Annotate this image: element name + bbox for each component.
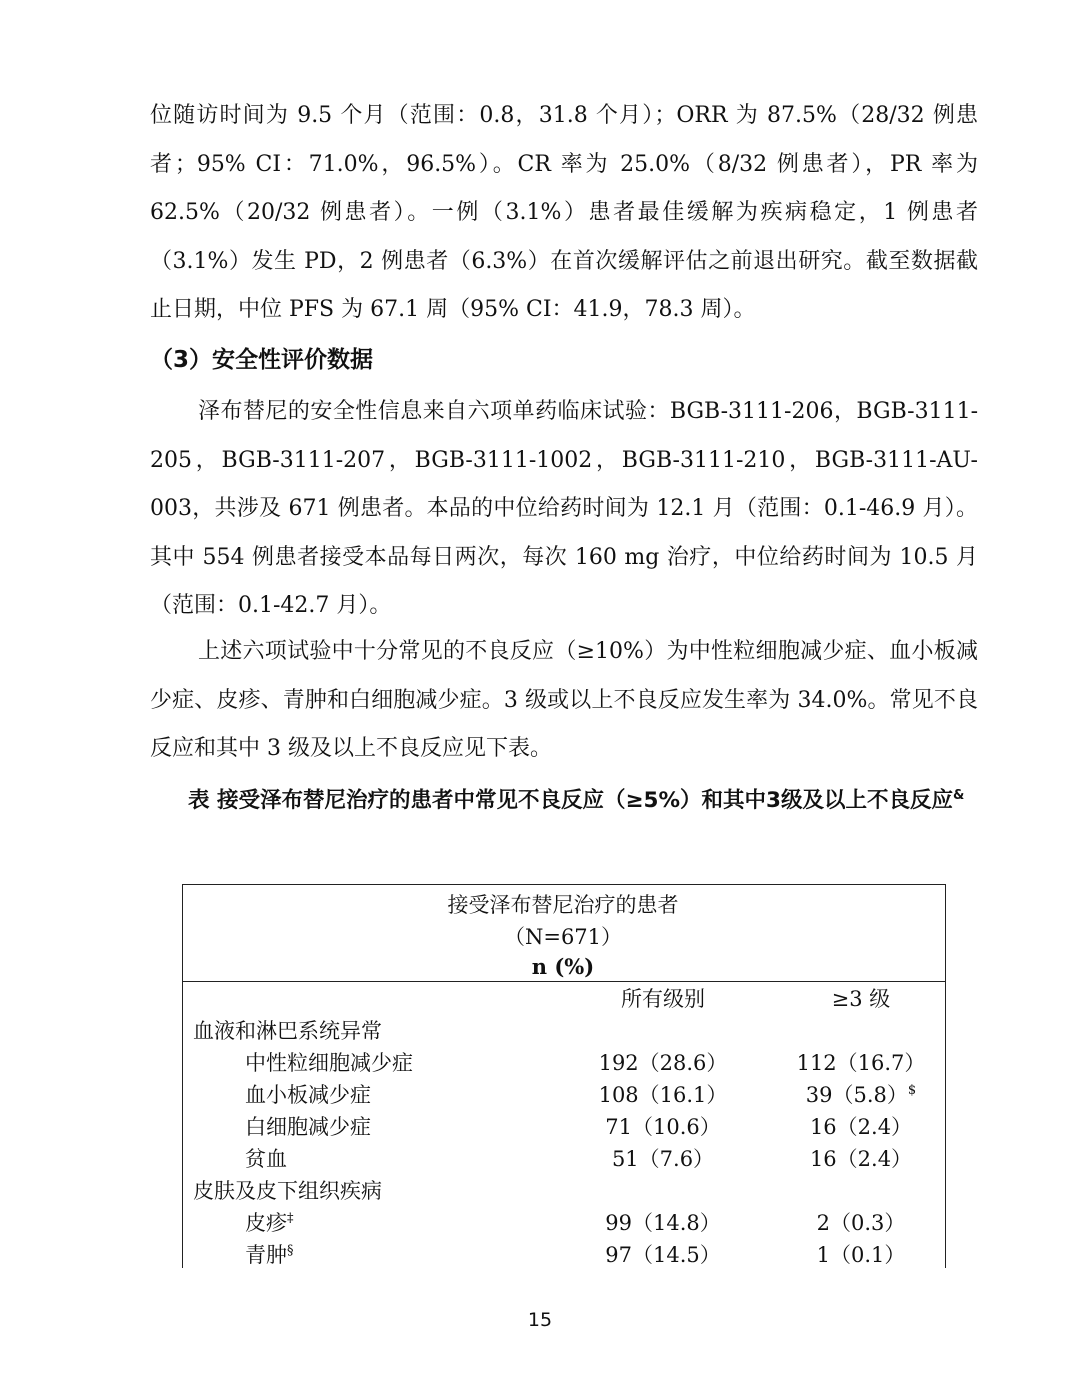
column-header-grade3: ≥3 级: [831, 987, 891, 1011]
table-row-term: 贫血: [245, 1147, 287, 1171]
table-row-term: 血小板减少症: [245, 1083, 371, 1107]
table-row-grade3: 16（2.4）: [809, 1115, 913, 1139]
table-group-header: 接受泽布替尼治疗的患者: [447, 893, 679, 917]
section-heading: （3）安全性评价数据: [150, 347, 374, 373]
table-row-term: 白细胞减少症: [245, 1115, 371, 1139]
efficacy-paragraph: 位随访时间为 9.5 个月（范围：0.8，31.8 个月）；ORR 为 87.5%（28/32 例患者；95% CI：71.0%，96.5%）。CR 率为 25.0%（8/32 例患者），PR 率为 62.5%（20/32 例患者）。一例（3.1%）患者最佳缓解为疾病稳定，1 例患者（3.1%）发生 PD，2 例患者（6.3%）在首次缓解评估之前退出研究。截至数据截止日期，中位 PFS 为 67.1 周（95% CI：41.9，78.3 周）。: [150, 103, 978, 322]
table-row-grade3: 16（2.4）: [809, 1147, 913, 1171]
adverse-reactions-table: [182, 884, 946, 1268]
column-header-all-grades: 所有级别: [621, 987, 705, 1011]
table-row-grade3: 2（0.3）: [816, 1211, 906, 1235]
table-n-label: （N=671）: [503, 925, 623, 949]
table-row-term: 中性粒细胞减少症: [245, 1051, 413, 1075]
table-row-term: 青肿§: [245, 1243, 294, 1267]
safety-intro-paragraph: 泽布替尼的安全性信息来自六项单药临床试验：BGB-3111-206，BGB-3111-205，BGB-3111-207，BGB-3111-1002，BGB-3111-210，BGB-3111-AU-003，共涉及 671 例患者。本品的中位给药时间为 12.1 月（范围：0.1-46.9 月）。其中 554 例患者接受本品每日两次，每次 160 mg 治疗，中位给药时间为 10.5 月（范围：0.1-42.7 月）。: [150, 399, 978, 618]
table-unit-label: n (%): [531, 954, 595, 979]
table-row-all-grades: 108（16.1）: [598, 1083, 728, 1107]
table-row-all-grades: 99（14.8）: [605, 1211, 721, 1235]
table-caption: [150, 776, 978, 826]
page-number: 15: [527, 1309, 553, 1331]
table-row-term: 皮疹‡: [245, 1211, 294, 1235]
table-row-all-grades: 192（28.6）: [598, 1051, 728, 1075]
category-heading: 皮肤及皮下组织疾病: [193, 1179, 382, 1203]
table-row-grade3: 112（16.7）: [796, 1051, 926, 1075]
table-caption-superscript: &: [952, 787, 965, 803]
table-row-all-grades: 71（10.6）: [605, 1115, 721, 1139]
table-row-all-grades: 51（7.6）: [611, 1147, 715, 1171]
category-heading: 血液和淋巴系统异常: [193, 1019, 382, 1043]
table-row-grade3: 1（0.1）: [816, 1243, 906, 1267]
table-row-all-grades: 97（14.5）: [605, 1243, 721, 1267]
table-header-rule: [183, 981, 945, 982]
adverse-summary-paragraph: 上述六项试验中十分常见的不良反应（≥10%）为中性粒细胞减少症、血小板减少症、皮疹、青肿和白细胞减少症。3 级或以上不良反应发生率为 34.0%。常见不良反应和其中 3 级及以上不良反应见下表。: [150, 639, 978, 761]
table-caption-text: 表 接受泽布替尼治疗的患者中常见不良反应（≥5%）和其中3级及以上不良反应: [188, 788, 953, 813]
table-row-grade3: 39（5.8）$: [805, 1083, 917, 1107]
